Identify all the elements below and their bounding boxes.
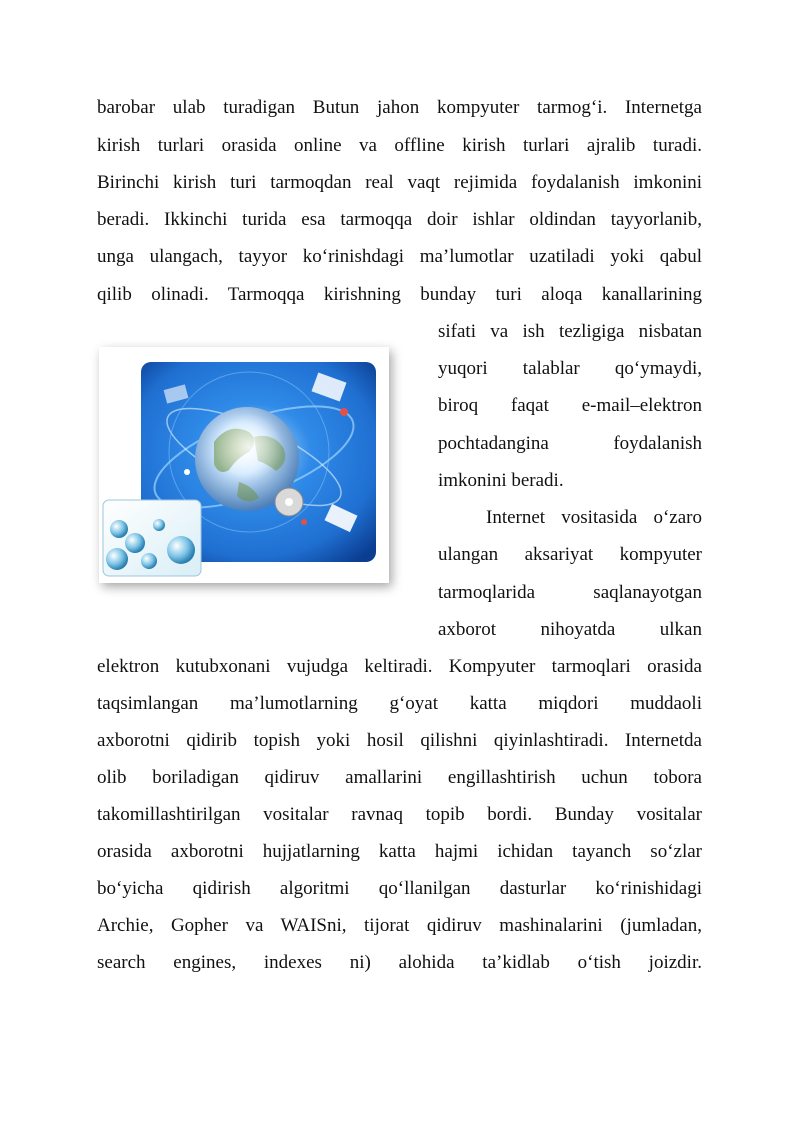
text-line: barobar ulab turadigan Butun jahon kompyuter tarmog‘i. Internetga bbox=[97, 97, 702, 118]
text-line: tarmoqlarida saqlanayotgan bbox=[438, 582, 702, 603]
text-line: axborotni qidirib topish yoki hosil qilishni qiyinlashtiradi. Internetda bbox=[97, 730, 702, 751]
text-line: orasida axborotni hujjatlarning katta hajmi ichidan tayanch so‘zlar bbox=[97, 841, 702, 862]
text-line: Birinchi kirish turi tarmoqdan real vaqt rejimida foydalanish imkonini bbox=[97, 172, 702, 193]
text-line: beradi. Ikkinchi turida esa tarmoqqa doir ishlar oldindan tayyorlanib, bbox=[97, 209, 702, 230]
globe-network-icon bbox=[99, 347, 389, 583]
text-line: axborot nihoyatda ulkan bbox=[438, 619, 702, 640]
text-line: bo‘yicha qidirish algoritmi qo‘llanilgan dasturlar ko‘rinishidagi bbox=[97, 878, 702, 899]
text-line: Archie, Gopher va WAISni, tijorat qidiruv mashinalarini (jumladan, bbox=[97, 915, 702, 936]
text-line: taqsimlangan ma’lumotlarning g‘oyat katta miqdori muddaoli bbox=[97, 693, 702, 714]
text-line: takomillashtirilgan vositalar ravnaq topib bordi. Bunday vositalar bbox=[97, 804, 702, 825]
text-line: Internet vositasida o‘zaro bbox=[486, 507, 702, 528]
text-line: ulangan aksariyat kompyuter bbox=[438, 544, 702, 565]
text-line: kirish turlari orasida online va offline kirish turlari ajralib turadi. bbox=[97, 135, 702, 156]
globe-network-illustration bbox=[99, 347, 389, 583]
text-line: search engines, indexes ni) alohida ta’kidlab o‘tish joizdir. bbox=[97, 952, 702, 973]
text-line: imkonini beradi. bbox=[438, 470, 564, 491]
text-line: sifati va ish tezligiga nisbatan bbox=[438, 321, 702, 342]
text-line: elektron kutubxonani vujudga keltiradi. Kompyuter tarmoqlari orasida bbox=[97, 656, 702, 677]
text-line: yuqori talablar qo‘ymaydi, bbox=[438, 358, 702, 379]
text-line: qilib olinadi. Tarmoqqa kirishning bunday turi aloqa kanallarining bbox=[97, 284, 702, 305]
text-line: biroq faqat e-mail–elektron bbox=[438, 395, 702, 416]
text-line: olib boriladigan qidiruv amallarini engillashtirish uchun tobora bbox=[97, 767, 702, 788]
text-line: unga ulangach, tayyor ko‘rinishdagi ma’lumotlar uzatiladi yoki qabul bbox=[97, 246, 702, 267]
text-line: pochtadangina foydalanish bbox=[438, 433, 702, 454]
